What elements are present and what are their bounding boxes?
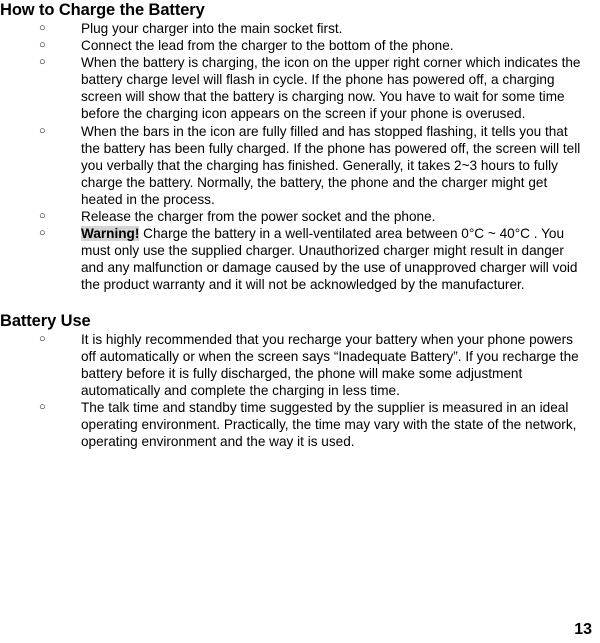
- page-number: 13: [574, 621, 592, 638]
- section-heading-battery-use: Battery Use: [0, 311, 91, 330]
- bullet-circle-icon: ○: [39, 332, 46, 345]
- list-item: [0, 20, 600, 37]
- list-item-text: Charge the battery in a well-ventilated area between 0°C ~ 40°C . You must only use the supplied charger. Unauthorized charger might result in danger and any malfunction or damage caused by the use of unapproved charger will void the product warranty and it will not be acknowledged by the manufacturer.: [81, 226, 578, 293]
- list-item: [0, 54, 600, 122]
- list-item-text: When the battery is charging, the icon on the upper right corner which indicates the battery charge level will flash in cycle. If the phone has powered off, a charging screen will show that the battery is charging now. You have to wait for some time before the charging icon appears on the screen if your phone is overused.: [81, 55, 581, 122]
- bullet-circle-icon: ○: [39, 210, 46, 223]
- bullet-circle-icon: ○: [39, 400, 46, 413]
- bullet-list-battery-use: [0, 331, 600, 451]
- bullet-circle-icon: ○: [39, 22, 46, 34]
- bullet-circle-icon: ○: [39, 39, 46, 52]
- bullet-circle-icon: ○: [39, 124, 46, 137]
- bullet-circle-icon: ○: [39, 227, 46, 240]
- list-item-text: It is highly recommended that you recharge your battery when your phone powers off automatically or when the screen says “Inadequate Battery”. If you recharge the battery before it is fully discharged, the phone will make some adjustment automatically and complete the charging in less time.: [81, 331, 579, 398]
- section-spacer: [0, 294, 600, 301]
- list-item: [0, 399, 600, 450]
- list-item: [0, 208, 600, 225]
- list-item: [0, 331, 600, 399]
- bullet-list-how-to-charge-the-battery: [0, 20, 600, 294]
- list-item-text: The talk time and standby time suggested by the supplier is measured in an ideal operating environment. Practically, the time may vary with the state of the network, operating environment and the way it is used.: [81, 399, 577, 450]
- list-item-text: When the bars in the icon are fully filled and has stopped flashing, it tells you that the battery has been fully charged. If the phone has powered off, the screen will tell you verbally that the charging has finished. Generally, it takes 2~3 hours to fully charge the battery. Normally, the battery, the phone and the charger might get heated in the process.: [81, 123, 581, 207]
- warning-label: Warning!: [81, 226, 140, 242]
- section-heading-how-to-charge-the-battery: How to Charge the Battery: [0, 1, 205, 19]
- list-item: [0, 37, 600, 54]
- list-item: [0, 123, 600, 208]
- list-item-warning: [0, 225, 600, 293]
- bullet-circle-icon: ○: [39, 56, 46, 69]
- list-item-text: Release the charger from the power socket and the phone.: [81, 209, 436, 225]
- list-item-text: Connect the lead from the charger to the bottom of the phone.: [81, 38, 454, 54]
- list-item-text: Plug your charger into the main socket first.: [81, 21, 343, 36]
